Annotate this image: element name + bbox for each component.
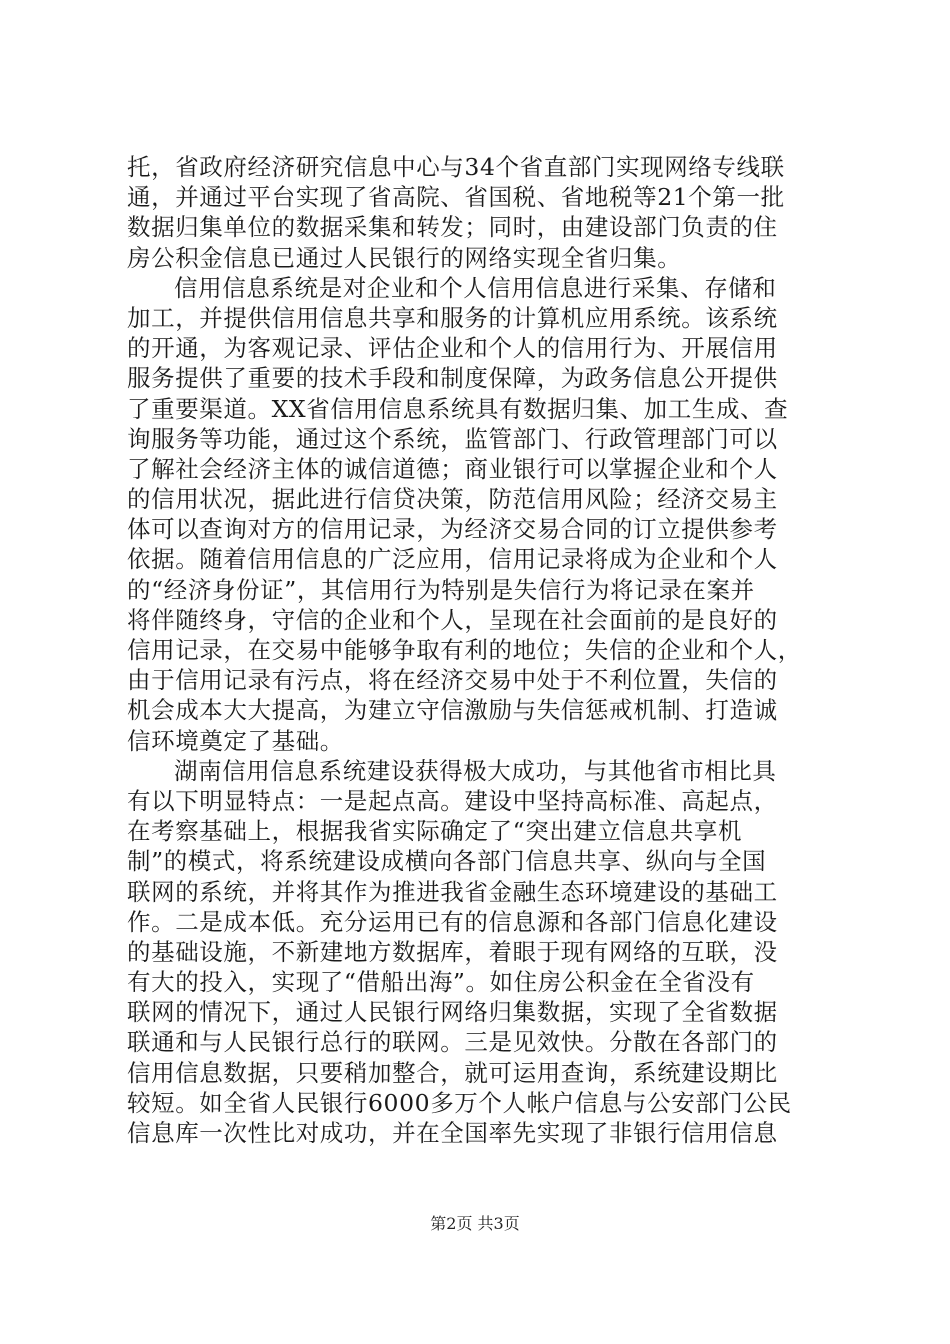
- text-line: 加工，并提供信用信息共享和服务的计算机应用系统。该系统: [127, 303, 778, 332]
- text-line: 联网的系统，并将其作为推进我省金融生态环境建设的基础工: [127, 877, 778, 906]
- text-line: 信用信息数据，只要稍加整合，就可运用查询，系统建设期比: [127, 1058, 778, 1087]
- text-line: 的开通，为客观记录、评估企业和个人的信用行为、开展信用: [127, 334, 778, 363]
- text-line: 的“经济身份证”，其信用行为特别是失信行为将记录在案并: [127, 575, 755, 604]
- text-line: 信用记录，在交易中能够争取有利的地位；失信的企业和个人，: [127, 636, 802, 664]
- text-line: 制”的模式，将系统建设成横向各部门信息共享、纵向与全国: [127, 847, 767, 876]
- text-line: 服务提供了重要的技术手段和制度保障，为政务信息公开提供: [127, 364, 778, 393]
- paragraph: [127, 756, 837, 1148]
- text-line: 了解社会经济主体的诚信道德；商业银行可以掌握企业和个人: [127, 454, 778, 483]
- text-line: 将伴随终身，守信的企业和个人，呈现在社会面前的是良好的: [127, 605, 778, 634]
- text-line: 信用信息系统是对企业和个人信用信息进行采集、存储和: [174, 273, 777, 302]
- paragraph: [127, 273, 837, 756]
- text-line: 询服务等功能，通过这个系统，监管部门、行政管理部门可以: [127, 424, 778, 453]
- text-line: 依据。随着信用信息的广泛应用，信用记录将成为企业和个人: [127, 545, 778, 574]
- text-line: 在考察基础上，根据我省实际确定了“突出建立信息共享机: [127, 817, 743, 846]
- text-line: 数据归集单位的数据采集和转发；同时，由建设部门负责的住: [127, 213, 778, 242]
- text-line: 信环境奠定了基础。: [127, 726, 344, 755]
- text-line: 联网的情况下，通过人民银行网络归集数据，实现了全省数据: [127, 998, 778, 1027]
- text-line: 信息库一次性比对成功，并在全国率先实现了非银行信用信息: [127, 1119, 778, 1147]
- text-line: 托，省政府经济研究信息中心与34个省直部门实现网络专线联: [127, 153, 785, 181]
- text-line: 作。二是成本低。充分运用已有的信息源和各部门信息化建设: [127, 907, 778, 936]
- text-line: 了重要渠道。XX省信用信息系统具有数据归集、加工生成、查: [127, 394, 789, 423]
- page-footer: 第2页 共3页: [430, 1214, 520, 1233]
- text-line: 机会成本大大提高，为建立守信激励与失信惩戒机制、打造诚: [127, 696, 778, 725]
- text-line: 较短。如全省人民银行6000多万个人帐户信息与公安部门公民: [127, 1088, 792, 1117]
- text-line: 的基础设施，不新建地方数据库，着眼于现有网络的互联，没: [127, 937, 778, 966]
- text-line: 联通和与人民银行总行的联网。三是见效快。分散在各部门的: [127, 1028, 778, 1057]
- text-line: 有大的投入，实现了“借船出海”。如住房公积金在全省没有: [127, 968, 755, 997]
- paragraph: [127, 152, 837, 273]
- text-line: 的信用状况，据此进行信贷决策，防范信用风险；经济交易主: [127, 485, 778, 514]
- text-line: 湖南信用信息系统建设获得极大成功，与其他省市相比具: [174, 756, 777, 785]
- text-line: 通，并通过平台实现了省高院、省国税、省地税等21个第一批: [127, 183, 785, 212]
- document-body: [127, 152, 837, 1148]
- text-line: 由于信用记录有污点，将在经济交易中处于不利位置，失信的: [127, 666, 778, 695]
- text-line: 房公积金信息已通过人民银行的网络实现全省归集。: [127, 243, 682, 272]
- text-line: 有以下明显特点：一是起点高。建设中坚持高标准、高起点，: [127, 786, 778, 815]
- text-line: 体可以查询对方的信用记录，为经济交易合同的订立提供参考: [127, 515, 778, 544]
